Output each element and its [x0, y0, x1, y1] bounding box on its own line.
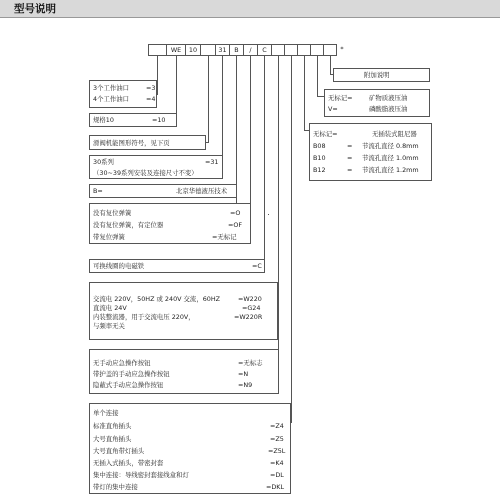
series-value: =31 [205, 158, 219, 166]
manual-value: =N [238, 370, 249, 378]
spring-option: 带复位弹簧 [93, 233, 125, 241]
voltage-option: 与频率无关 [93, 322, 125, 330]
code-cell-maker: B [229, 44, 244, 56]
fluid-box [324, 89, 430, 117]
section-title: 型号说明 [14, 3, 56, 15]
connection-value: =Z5L [268, 447, 286, 455]
fluid-label: 无标记= [328, 94, 353, 102]
throttle-eq: = [347, 166, 353, 174]
code-cell [271, 44, 285, 56]
code-cell-asterisk: * [340, 45, 344, 53]
oil-ports-value: =3 [146, 84, 156, 92]
connection-option: 无插入式插头，带密封套 [93, 459, 164, 467]
connection-value: =DKL [266, 483, 285, 491]
fluid-text: 矿物质液压油 [369, 94, 408, 102]
voltage-option: 内装整流器，用于交流电压 220V， [93, 313, 195, 321]
section-header [0, 0, 500, 17]
code-cell [323, 44, 337, 56]
solenoid-box [89, 259, 265, 273]
connection-title: 单个连接 [93, 409, 119, 417]
manual-option: 隐蔽式手动应急操作按钮 [93, 381, 164, 389]
code-cell-size: 10 [185, 44, 201, 56]
code-cell-we: WE [166, 44, 186, 56]
spring-box [89, 203, 251, 244]
connection-option: 集中连接：导线密封套接线盒和灯 [93, 471, 189, 479]
connection-value: =Z5 [270, 435, 284, 443]
series-box [89, 155, 223, 179]
throttle-label: B10 [313, 154, 326, 162]
code-cell [284, 44, 298, 56]
connection-option: 标准直角插头 [93, 422, 132, 430]
throttle-text: 节流孔直径 1.2mm [362, 166, 419, 174]
throttle-text: 节流孔直径 1.0mm [362, 154, 419, 162]
fluid-label: V= [328, 105, 338, 113]
throttle-eq: = [347, 142, 353, 150]
voltage-value: =W220 [238, 295, 262, 303]
manual-option: 带护盖的手动应急操作按钮 [93, 370, 170, 378]
maker-box [89, 184, 237, 198]
maker-label: B= [93, 187, 103, 195]
code-cell [148, 44, 167, 56]
oil-ports-box [89, 80, 157, 108]
manual-override-box [89, 349, 279, 394]
spring-value: =无标记 [212, 233, 237, 241]
connection-value: =K4 [270, 459, 284, 467]
code-cell [200, 44, 216, 56]
size-box [89, 113, 177, 127]
throttle-text: 节流孔直径 0.8mm [362, 142, 419, 150]
connection-value: =Z4 [270, 422, 284, 430]
throttle-box [309, 123, 432, 181]
spring-value: =O [230, 209, 241, 217]
code-cell [297, 44, 311, 56]
spring-value: =OF [228, 221, 243, 229]
size-value: =10 [152, 116, 166, 124]
manual-value: =N9 [238, 381, 253, 389]
throttle-label: 无标记= [313, 130, 338, 138]
code-cell-series: 31 [215, 44, 230, 56]
oil-ports-value: =4 [146, 95, 156, 103]
voltage-option: 直流电 24V [93, 304, 127, 312]
connection-option: 带灯的集中连接 [93, 483, 138, 491]
voltage-value: =G24 [242, 304, 261, 312]
voltage-box [89, 282, 278, 340]
oil-ports-label: 4个工作油口 [93, 95, 130, 103]
solenoid-label: 可换线圈的电磁铁 [93, 262, 145, 270]
solenoid-value: =C [252, 262, 262, 270]
symbol-text: 滑阀机能图形符号，见下页 [93, 139, 170, 147]
series-note: （30~39系列安装及连接尺寸不变） [93, 169, 198, 177]
throttle-label: B08 [313, 142, 326, 150]
manual-value: =无标志 [238, 359, 263, 367]
spring-option: 没有复位弹簧，有定位器 [93, 221, 164, 229]
code-cell-solenoid: C [257, 44, 272, 56]
throttle-label: B12 [313, 166, 326, 174]
additional-notes-box [333, 68, 430, 82]
connection-value: =DL [270, 471, 284, 479]
throttle-eq: = [347, 154, 353, 162]
connection-option: 大号直角带灯插头 [93, 447, 145, 455]
connection-box [89, 403, 291, 494]
code-cell [310, 44, 324, 56]
manual-option: 无手动应急操作按钮 [93, 359, 151, 367]
additional-notes-text: 附加说明 [364, 71, 390, 79]
voltage-option: 交流电 220V，50HZ 或 240V 交流，60HZ [93, 295, 221, 303]
maker-text: 北京华德液压技术 [176, 187, 228, 195]
header-divider [0, 17, 500, 18]
code-cell-slash: / [243, 44, 258, 56]
voltage-value: =W220R [234, 313, 263, 321]
oil-ports-label: 3个工作油口 [93, 84, 130, 92]
throttle-text: 无插装式阻尼器 [372, 130, 417, 138]
series-label: 30系列 [93, 158, 114, 166]
connection-option: 大号直角插头 [93, 435, 132, 443]
size-label: 规格10 [93, 116, 114, 124]
spring-option: 没有复位弹簧 [93, 209, 132, 217]
fluid-text: 磷酸脂液压油 [369, 105, 408, 113]
symbol-box [89, 135, 206, 150]
